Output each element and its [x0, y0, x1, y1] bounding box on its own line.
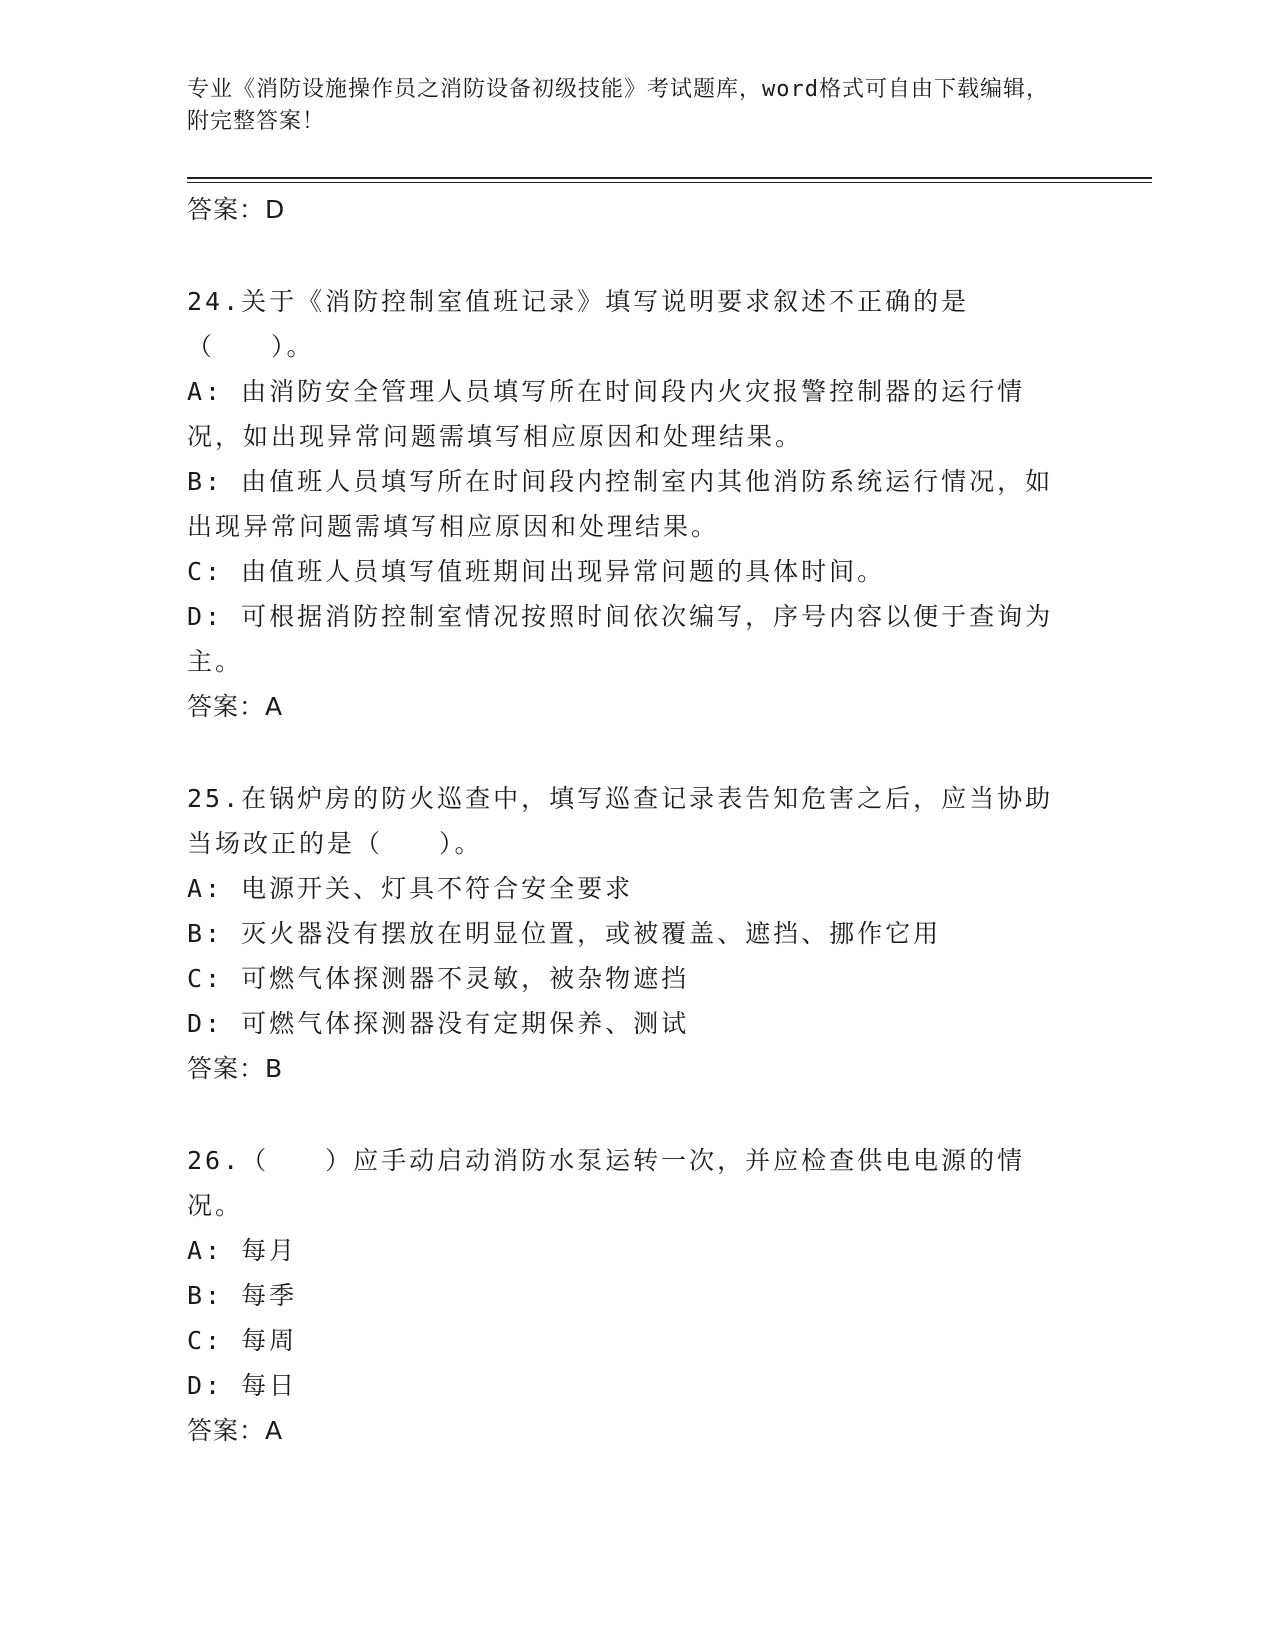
header-divider-thick	[187, 177, 1152, 179]
spacer	[187, 729, 1077, 776]
question-block	[187, 279, 1077, 729]
option-b: B: 灭火器没有摆放在明显位置，或被覆盖、遮挡、挪作它用	[187, 919, 942, 948]
option-d: D: 可燃气体探测器没有定期保养、测试	[187, 1009, 690, 1038]
spacer	[187, 1091, 1077, 1138]
option-b: B: 每季	[187, 1281, 298, 1310]
header-divider-thin	[187, 182, 1152, 183]
option-c: C: 每周	[187, 1326, 298, 1355]
option-a: A: 每月	[187, 1236, 298, 1265]
option-c: C: 由值班人员填写值班期间出现异常问题的具体时间。	[187, 557, 886, 586]
option-d: D: 可根据消防控制室情况按照时间依次编写，序号内容以便于查询为主。	[187, 602, 1054, 676]
option-a: A: 电源开关、灯具不符合安全要求	[187, 874, 634, 903]
document-header: 专业《消防设施操作员之消防设备初级技能》考试题库，word格式可自由下载编辑，附完整答案！	[187, 77, 1049, 134]
question-text: 25.在锅炉房的防火巡查中，填写巡查记录表告知危害之后，应当协助当场改正的是（ ）。	[187, 784, 1054, 858]
answer: 答案：A	[187, 1416, 284, 1445]
spacer	[187, 232, 1077, 279]
option-a: A: 由消防安全管理人员填写所在时间段内火灾报警控制器的运行情况，如出现异常问题需填写相应原因和处理结果。	[187, 377, 1026, 451]
answer: 答案：B	[187, 1054, 284, 1083]
question-text: 24.关于《消防控制室值班记录》填写说明要求叙述不正确的是（ ）。	[187, 287, 970, 361]
answer: 答案：A	[187, 692, 284, 721]
question-block	[187, 776, 1077, 1091]
option-b: B: 由值班人员填写所在时间段内控制室内其他消防系统运行情况，如出现异常问题需填写相应原因和处理结果。	[187, 467, 1054, 541]
question-block	[187, 1138, 1077, 1453]
option-d: D: 每日	[187, 1371, 298, 1400]
question-text: 26.（ ）应手动启动消防水泵运转一次，并应检查供电电源的情况。	[187, 1146, 1026, 1220]
question-content	[187, 187, 1077, 1453]
option-c: C: 可燃气体探测器不灵敏，被杂物遮挡	[187, 964, 690, 993]
previous-answer: 答案：D	[187, 195, 286, 224]
